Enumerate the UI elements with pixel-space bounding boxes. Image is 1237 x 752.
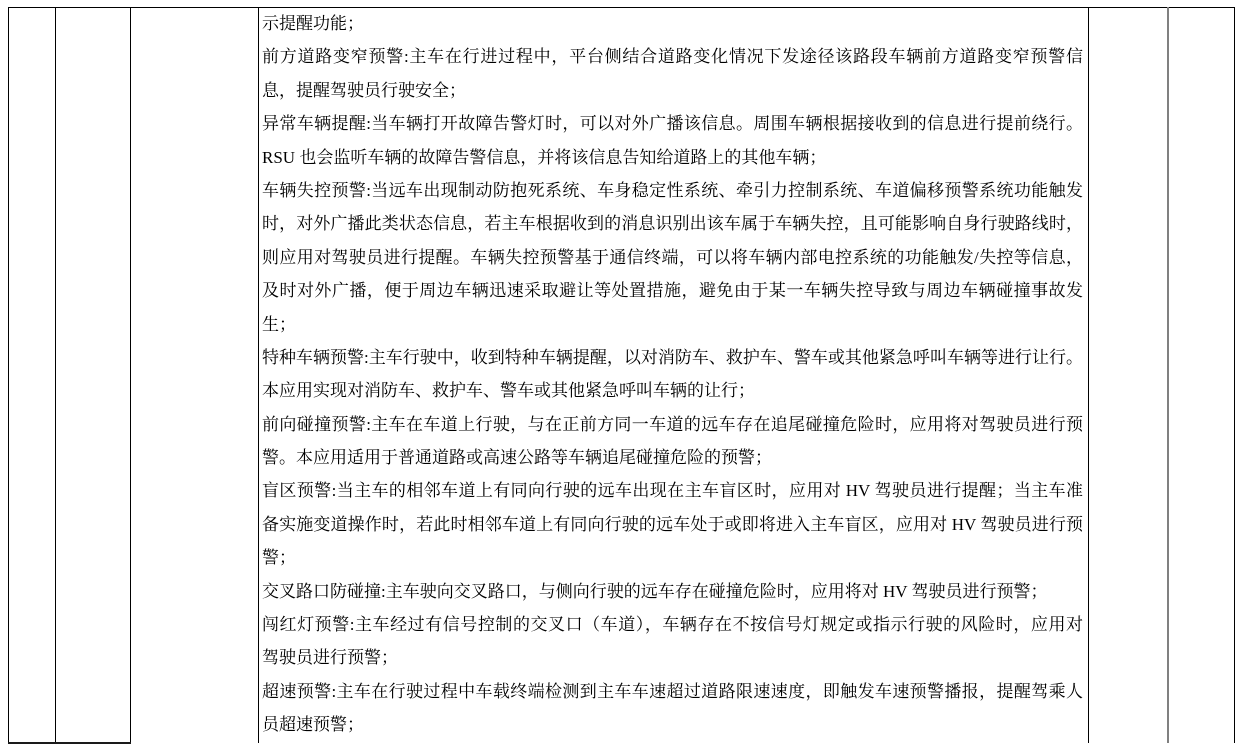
text-line: 驾驶员进行预警；: [262, 648, 398, 668]
text-line: 车辆失控预警:当远车出现制动防抱死系统、车身稳定性系统、牵引力控制系统、车道偏移预警系统功能触发: [262, 180, 1083, 200]
text-line: 异常车辆提醒:当车辆打开故障告警灯时，可以对外广播该信息。周围车辆根据接收到的信息进行提前绕行。: [262, 114, 1083, 134]
text-line: 生；: [262, 314, 296, 334]
text-line: 则应用对驾驶员进行提醒。车辆失控预警基于通信终端，可以将车辆内部电控系统的功能触发/失控等信息，: [262, 247, 1083, 267]
text-line: 时，对外广播此类状态信息，若主车根据收到的消息识别出该车属于车辆失控，且可能影响自身行驶路线时，: [262, 214, 1083, 234]
table-cell-content[interactable]: [259, 7, 1087, 743]
text-line: 备实施变道操作时，若此时相邻车道上有同向行驶的远车处于或即将进入主车盲区，应用对 HV 驾驶员进行预: [262, 514, 1083, 534]
table-cell-empty-5: [1169, 7, 1233, 743]
table-cell-empty-1: [9, 7, 54, 743]
text-line: 盲区预警:当主车的相邻车道上有同向行驶的远车出现在主车盲区时，应用对 HV 驾驶员进行提醒；当主车准: [262, 481, 1083, 501]
text-line: 闯红灯预警:主车经过有信号控制的交叉口（车道），车辆存在不按信号灯规定或指示行驶的风险时，应用对: [262, 615, 1083, 635]
text-line: 交叉路口防碰撞:主车驶向交叉路口，与侧向行驶的远车存在碰撞危险时，应用将对 HV 驾驶员进行预警；: [262, 581, 1048, 601]
text-line: 及时对外广播，便于周边车辆迅速采取避让等处置措施，避免由于某一车辆失控导致与周边车辆碰撞事故发: [262, 281, 1083, 301]
text-line: 本应用实现对消防车、救护车、警车或其他紧急呼叫车辆的让行；: [262, 381, 755, 401]
text-line: 示提醒功能；: [262, 14, 364, 33]
text-line: 特种车辆预警:主车行驶中，收到特种车辆提醒，以对消防车、救护车、警车或其他紧急呼叫车辆等进行让行。: [262, 347, 1083, 367]
text-line: 超速预警:主车在行驶过程中车载终端检测到主车车速超过道路限速速度，即触发车速预警播报，提醒驾乘人: [262, 681, 1083, 701]
table-cell-empty-2: [56, 7, 129, 743]
text-line: 员超速预警；: [262, 715, 364, 735]
table-cell-empty-3: [131, 7, 257, 743]
text-line: RSU 也会监听车辆的故障告警信息，并将该信息告知给道路上的其他车辆；: [262, 147, 827, 167]
table-border-right: [1234, 7, 1235, 743]
table-cell-empty-4: [1089, 7, 1166, 743]
text-line: 前方道路变窄预警:主车在行进过程中，平台侧结合道路变化情况下发途径该路段车辆前方道路变窄预警信: [262, 47, 1083, 67]
text-line: 警。本应用适用于普通道路或高速公路等车辆追尾碰撞危险的预警；: [262, 448, 772, 468]
text-line: 息，提醒驾驶员行驶安全；: [262, 80, 466, 100]
text-line: 前向碰撞预警:主车在车道上行驶，与在正前方同一车道的远车存在追尾碰撞危险时，应用将对驾驶员进行预: [262, 414, 1083, 434]
text-line: 警；: [262, 548, 296, 568]
